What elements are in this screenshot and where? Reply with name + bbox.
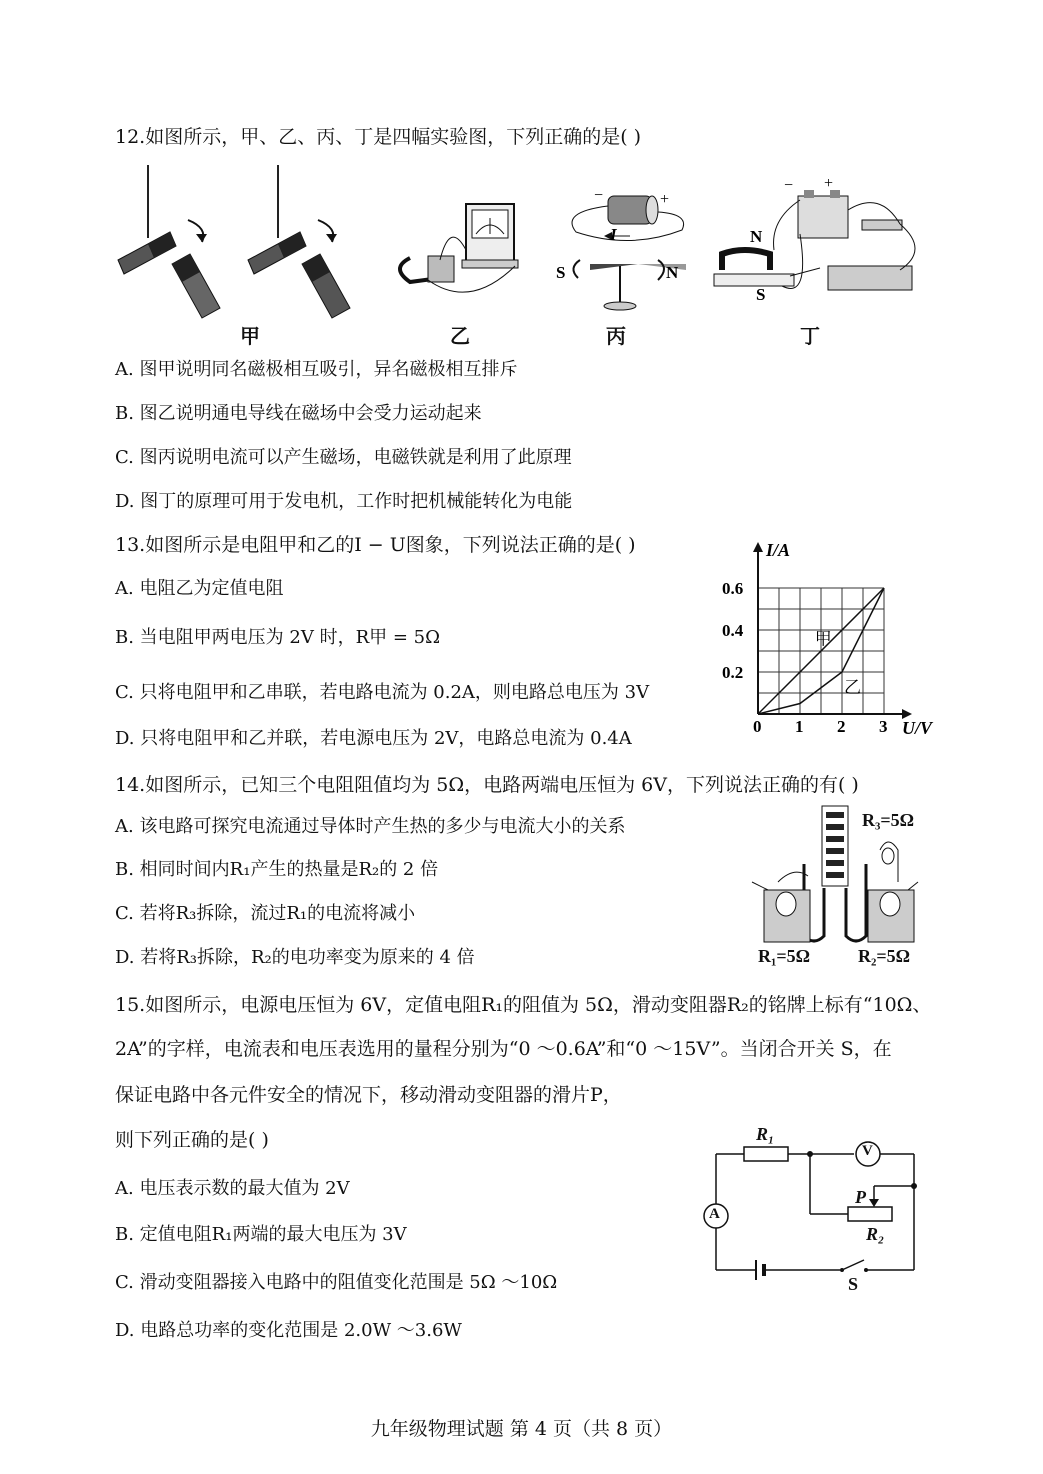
q14-option-c: C. 若将R₃拆除，流过R₁的电流将减小 [115,903,416,924]
caption-bing: 丙 [606,324,626,348]
fig-ding [714,190,915,290]
label-r2: R₂=5Ω [858,946,911,966]
q14-option-b: B. 相同时间内R₁产生的热量是R₂的 2 倍 [115,859,439,880]
q13-option-d: D. 只将电阻甲和乙并联，若电源电压为 2V，电路总电流为 0.4A [115,728,632,749]
q14-stem: 14.如图所示，已知三个电阻阻值均为 5Ω，电路两端电压恒为 6V，下列说法正确的有( ) [115,774,859,796]
x-tick-label: 1 [795,717,804,736]
fig-s: S [556,263,566,282]
fig-n: N [666,263,679,282]
q12-stem: 12.如图所示，甲、乙、丙、丁是四幅实验图，下列正确的是( ) [115,126,642,148]
y-tick-label: 0.6 [722,579,744,598]
q15-stem-line-1: 15.如图所示，电源电压恒为 6V，定值电阻R₁的阻值为 5Ω，滑动变阻器R₂的铭牌上标有“10Ω、 [115,994,932,1016]
fig-plus: + [660,191,670,208]
q15-option-b: B. 定值电阻R₁两端的最大电压为 3V [115,1224,407,1245]
q12-figures [110,160,930,320]
label-slider-p: P [855,1187,866,1207]
x-tick-label: 3 [879,717,888,736]
label-switch-s: S [848,1274,859,1294]
q14-option-d: D. 若将R₃拆除，R₂的电功率变为原来的 4 倍 [115,947,475,968]
x-axis-label: U/V [902,718,933,738]
q15-stem-line-3: 保证电路中各元件安全的情况下，移动滑动变阻器的滑片P， [115,1084,622,1106]
fig-i: I [610,225,617,244]
label-r3: R₃=5Ω [862,810,915,830]
fig-minus: − [594,187,604,204]
label-ammeter: A [709,1206,720,1222]
q12-option-b: B. 图乙说明通电导线在磁场中会受力运动起来 [115,403,482,424]
q15-option-c: C. 滑动变阻器接入电路中的阻值变化范围是 5Ω ～10Ω [115,1272,558,1293]
q15-option-d: D. 电路总功率的变化范围是 2.0W ～3.6W [115,1320,462,1341]
fig-bing [572,196,686,310]
q12-option-a: A. 图甲说明同名磁极相互吸引，异名磁极相互排斥 [115,359,518,380]
fig-S: S [756,285,766,304]
fig-plus2: + [824,175,834,192]
fig-N: N [750,227,763,246]
label-voltmeter: V [862,1143,873,1159]
caption-ding: 丁 [800,324,820,348]
y-tick-label: 0.2 [722,663,744,682]
series-label-jia: 甲 [814,629,832,649]
x-tick-label: 2 [837,717,846,736]
page-footer: 九年级物理试题 第 4 页（共 8 页） [370,1418,673,1440]
q15-stem-line-2: 2A”的字样，电流表和电压表选用的量程分别为“0 ～0.6A”和“0 ～15V”。当闭合开关 S，在 [115,1038,892,1060]
caption-jia: 甲 [240,324,260,348]
q13-option-b: B. 当电阻甲两电压为 2V 时，R甲 = 5Ω [115,627,441,648]
q14-option-a: A. 该电路可探究电流通过导体时产生热的多少与电流大小的关系 [115,816,626,837]
q15-option-a: A. 电压表示数的最大值为 2V [115,1178,350,1199]
q12-option-d: D. 图丁的原理可用于发电机，工作时把机械能转化为电能 [115,491,573,512]
q15-circuit [696,1120,936,1300]
y-axis-label: I/A [766,540,791,560]
y-tick-label: 0.4 [722,621,744,640]
label-q15-r2: R₂ [866,1224,885,1244]
q15-stem-line-4: 则下列正确的是( ) [115,1129,269,1151]
q13-option-c: C. 只将电阻甲和乙串联，若电路电流为 0.2A，则电路总电压为 3V [115,682,650,703]
q13-stem: 13.如图所示是电阻甲和乙的I − U图象，下列说法正确的是( ) [115,534,636,556]
label-r1: R₁=5Ω [758,946,811,966]
fig-jia [118,165,220,318]
iu-chart [718,538,948,744]
fig-jia-2 [248,165,350,318]
fig-yi [400,204,518,292]
y-axis-arrow [753,542,763,552]
q13-option-a: A. 电阻乙为定值电阻 [115,578,284,599]
q12-option-c: C. 图丙说明电流可以产生磁场，电磁铁就是利用了此原理 [115,447,572,468]
caption-yi: 乙 [450,324,470,348]
x-tick-label: 0 [753,717,762,736]
label-q15-r1: R₁ [756,1124,775,1144]
fig-minus2: − [784,177,794,194]
series-label-yi: 乙 [844,678,862,697]
